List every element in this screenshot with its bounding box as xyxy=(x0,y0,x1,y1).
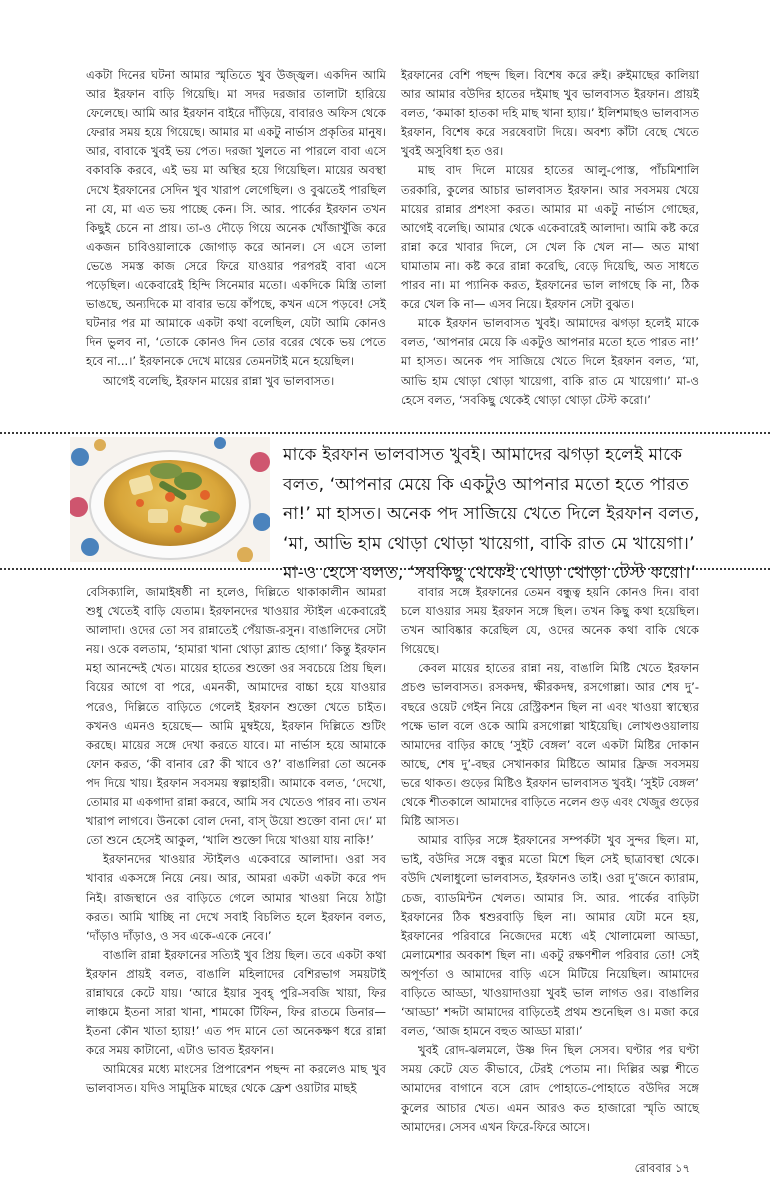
paragraph: বাবার সঙ্গে ইরফানের তেমন বন্ধুত্ব হয়নি কোনও দিন। বাবা চলে যাওয়ার সময় ইরফান সঙ্গে ছিল। তখন কিছু কথা হয়েছিল। তখন আবিষ্কার করেছিল যে, ওদের অনেক কথা বাকি থেকে গিয়েছে। xyxy=(401,585,699,657)
paragraph: আমার বাড়ির সঙ্গে ইরফানের সম্পর্কটা খুব সুন্দর ছিল। মা, ভাই, বউদির সঙ্গে বন্ধুর মতো মিশে ছিল সেই ছাত্রাবস্থা থেকে। বউদি খেলাধুলো ভালবাসত, ইরফানও তাই। ওরা দু’জনে ক্যারাম, চেজ, ব্যাডমিন্টন খেলত। আমার সি. আর. পার্কের বাড়িটা ইরফানের ঠিক শ্বশুরবাড়ি ছিল না। আমার যেটা মনে হয়, ইরফানের পরিবারে নিজেদের মধ্যে এই খোলামেলা আড্ডা, মেলামেশার অবকাশ ছিল না। একটু রক্ষণশীল পরিবার তো! সেই অপূর্ণতা ও আমাদের বাড়ি এসে মিটিয়ে নিয়েছিল। আমাদের বাড়িতে আড্ডা, খাওয়াদাওয়া খুবই ভাল লাগত ওর। বাঙালির ‘আড্ডা’ শব্দটা আমাদের বাড়িতেই প্রথম শুনেছিল ও। মজা করে বলত, ‘আজ হামনে বহুত আড্ডা মারা।’ xyxy=(401,833,699,1039)
paragraph: ইরফানদের খাওয়ার স্টাইলও একেবারে আলাদা। ওরা সব খাবার একসঙ্গে নিয়ে নেয়। আর, আমরা একটা একটা করে পদ নিই। রাজস্থানে ওর বাড়িতে গেলে আমার খাওয়া নিয়ে ঠাট্টা করত। আমি খাচ্ছি না দেখে সবাই বিচলিত হলে ইরফান বলত, ‘দাঁড়াও দাঁড়াও, ও সব একে-একে নেবে।’ xyxy=(86,852,386,943)
pull-quote: মাকে ইরফান ভালবাসত খুবই। আমাদের ঝগড়া হলেই মাকে বলত, ‘আপনার মেয়ে কি একটুও আপনার মতো হতে পারত না!’ মা হাসত। অনেক পদ সাজিয়ে খেতে দিলে ইরফান বলত, ‘মা, আভি হাম থোড়া থোড়া খায়েগা, বাকি রাত মে খায়েগা।’ মা-ও হেসে বলত, ‘সবকিছু থেকেই থোড়া থোড়া টেস্ট করো।’ xyxy=(283,445,700,584)
page-footer-label: রোববার ১৭ xyxy=(634,1161,690,1175)
paragraph: একটা দিনের ঘটনা আমার স্মৃতিতে খুব উজ্জ্বল। একদিন আমি আর ইরফান বাড়ি গিয়েছি। মা সদর দরজার তালাটা হারিয়ে ফেলেছে। আমি আর ইরফান বাইরে দাঁড়িয়ে, বাবারও অফিস থেকে ফেরার সময় হয়ে গিয়েছে। আমার মা একটু নার্ভাস প্রকৃতির মানুষ। আর, বাবাকে খুবই ভয় পেত। দরজা খুলতে না পারলে বাবা এসে বকাবকি করবে, এই ভয় মা অস্থির হয়ে গিয়েছিল। মায়ের অবস্থা দেখে ইরফানের সেদিন খুব খারাপ লেগেছিল। ও বুঝতেই পারছিল না যে, মা এত ভয় পাচ্ছে কেন। সি. আর. পার্কের ইরফান তখন কিছুই চেনে না প্রায়। তা-ও দৌড়ে গিয়ে অনেক খোঁজাখুঁজি করে একজন চাবিওয়ালাকে জোগাড় করে আনল। সে এসে তালা ভেঙে সমস্ত কাজ সেরে ফিরে যাওয়ার পরপরই বাবা এসে পড়েছিল। একেবারেই হিন্দি সিনেমার মতো। একদিকে মিস্ত্রি তালা ভাঙছে, অন্যদিকে মা বাবার ভয়ে কাঁপছে, কখন এসে পড়বে! সেই ঘটনার পর মা আমাকে একটা কথা বলেছিল, যেটা আমি কোনও দিন ভুলব না, ‘তোকে কোনও দিন তোর বরের থেকে ভয় পেতে হবে না...।’ ইরফানকে দেখে মায়ের তেমনটাই মনে হয়েছিল। xyxy=(86,68,386,369)
article-column-top-right xyxy=(401,66,699,410)
paragraph: মাছ বাদ দিলে মায়ের হাতের আলু-পোস্ত, পাঁচমিশালি তরকারি, কুলের আচার ভালবাসত ইরফান। আর সবসময় খেয়ে মায়ের রান্নার প্রশংসা করত। আমার মা একটু নার্ভাস গোছের, আগেই বলেছি। আমার থেকে একেবারেই আলাদা। আমি কষ্ট করে রান্না করে খাবার দিলে, সে খেল কি খেল না— অত মাথা ঘামাতাম না। কষ্ট করে রান্না করেছি, বেড়ে দিয়েছি, অত সাধতে পারব না। মা প্যানিক করত, ইরফানের ভাল লাগছে কি না, ঠিক করে খেল কি না— এসব নিয়ে। ইরফান সেটা বুঝত। xyxy=(401,163,699,312)
food-bowl-image xyxy=(70,437,270,562)
paragraph: মাকে ইরফান ভালবাসত খুবই। আমাদের ঝগড়া হলেই মাকে বলত, ‘আপনার মেয়ে কি একটুও আপনার মতো হতে পারত না!’ মা হাসত। অনেক পদ সাজিয়ে খেতে দিলে ইরফান বলত, ‘মা, আভি হাম থোড়া থোড়া খায়েগা, বাকি রাত মে খায়েগা।’ মা-ও হেসে বলত, ‘সবকিছু থেকেই থোড়া থোড়া টেস্ট করো।’ xyxy=(401,316,699,407)
article-column-bottom-right xyxy=(401,583,699,1137)
paragraph: বেসিক্যালি, জামাইষষ্ঠী না হলেও, দিল্লিতে থাকাকালীন আমরা শুধু খেতেই বাড়ি যেতাম। ইরফানদের খাওয়ার স্টাইল একেবারেই আলাদা। ওদের তো সব রান্নাতেই পেঁয়াজ-রসুন। বাঙালিদের সেটা নয়। ওকে বলতাম, ‘হামারা খানা থোড়া ব্ল্যান্ড হোগা।’ কিন্তু ইরফান মহা আনন্দেই খেত। মায়ের হাতের শুক্তো ওর সবচেয়ে প্রিয় ছিল। বিয়ের আগে বা পরে, এমনকী, আমাদের বাচ্চা হয়ে যাওয়ার পরেও, দিল্লিতে বাড়িতে গেলেই ইরফান শুক্তো খেতে চাইত। কখনও এমনও হয়েছে— আমি মুম্বইয়ে, ইরফান দিল্লিতে শুটিং করছে। মায়ের সঙ্গে দেখা করতে যাবে। মা নার্ভাস হয়ে আমাকে ফোন করত, ‘কী বানাব রে? কী খাবে ও?’ বাঙালিরা তো অনেক পদ দিয়ে খায়। ইরফান সবসময় স্বল্পাহারী। আমাকে বলত, ‘দেখো, তোমার মা একগাদা রান্না করবে, আমি সব খেতেও পারব না। তখন খারাপ লাগবে। উনকো বোল দেনা, বাস্ উয়ো শুক্তো বানা দে।’ মা তো শুনে হেসেই আকুল, ‘খালি শুক্তো দিয়ে খাওয়া যায় নাকি!’ xyxy=(86,585,386,848)
article-column-bottom-left xyxy=(86,583,386,1099)
article-column-top-left xyxy=(86,66,386,391)
paragraph: আমিষের মধ্যে মাংসের প্রিপারেশন পছন্দ না করলেও মাছ খুব ভালবাসত। যদিও সামুদ্রিক মাছের থেকে ফ্রেশ ওয়াটার মাছই xyxy=(86,1062,386,1096)
curry-bowl-illustration xyxy=(70,437,270,562)
paragraph: খুবই রোদ-ঝলমলে, উষ্ণ দিন ছিল সেসব। ঘণ্টার পর ঘণ্টা সময় কেটে যেত কীভাবে, টেরই পেতাম না। দিল্লির অল্প শীতে আমাদের বাগানে বসে রোদ পোহাতে-পোহাতে বউদির সঙ্গে কুলের আচার খেত। এমন আরও কত হাজারো স্মৃতি আছে আমাদের। সেসব এখন ফিরে-ফিরে আসে। xyxy=(401,1043,699,1134)
paragraph: ইরফানের বেশি পছন্দ ছিল। বিশেষ করে রুই। রুইমাছের কালিয়া আর আমার বউদির হাতের দইমাছ খুব ভালবাসত ইরফান। প্রায়ই বলত, ‘কমাকা হাতকা দহি মাছ খানা হ্যায়।’ ইলিশমাছও ভালবাসত ইরফান, বিশেষ করে সরষেবাটা দিয়ে। অবশ্য কাঁটা বেছে খেতে খুবই অসুবিধা হত ওর। xyxy=(401,68,699,159)
paragraph: কেবল মায়ের হাতের রান্না নয়, বাঙালি মিষ্টি খেতে ইরফান প্রচণ্ড ভালবাসত। রসকদম্ব, ক্ষীরকদম্ব, রসগোল্লা। আর শেষ দু’-বছরে ওয়েট গেইন নিয়ে রেস্ট্রিকশন ছিল না এবং খাওয়া স্বাস্থ্যের পক্ষে ভাল বলে ওকে আমি রসগোল্লা খাইয়েছি। লোখণ্ডওয়ালায় আমাদের বাড়ির কাছে ‘সুইট বেঙ্গল’ বলে একটা মিষ্টির দোকান আছে, শেষ দু’-বছর সেখানকার মিষ্টিতে আমার ফ্রিজ সবসময় ভরে থাকত। গুড়ের মিষ্টিও ইরফান ভালবাসত খুবই। ‘সুইট বেঙ্গল’ থেকে শীতকালে আমাদের বাড়িতে নলেন গুড় এবং খেজুর গুড়ের মিষ্টি আসত। xyxy=(401,661,699,829)
paragraph: আগেই বলেছি, ইরফান মায়ের রান্না খুব ভালবাসত। xyxy=(103,373,335,388)
paragraph: বাঙালি রান্না ইরফানের সত্যিই খুব প্রিয় ছিল। তবে একটা কথা ইরফান প্রায়ই বলত, বাঙালি মহিলাদের বেশিরভাগ সময়টাই রান্নাঘরে কেটে যায়। ‘আরে ইয়ার সুবহ্ পুরি-সবজি খায়া, ফির লাঞ্চমে ইতনা সারা খানা, শামকো টিফিন, ফির রাতমে ডিনার— ইতনা কৌন খাতা হ্যায়!’ এত পদ মানে তো অনেকক্ষণ ধরে রান্না করে সময় কাটানো, এটাও ভাবত ইরফান। xyxy=(86,947,386,1058)
dotted-divider-top xyxy=(0,432,770,434)
